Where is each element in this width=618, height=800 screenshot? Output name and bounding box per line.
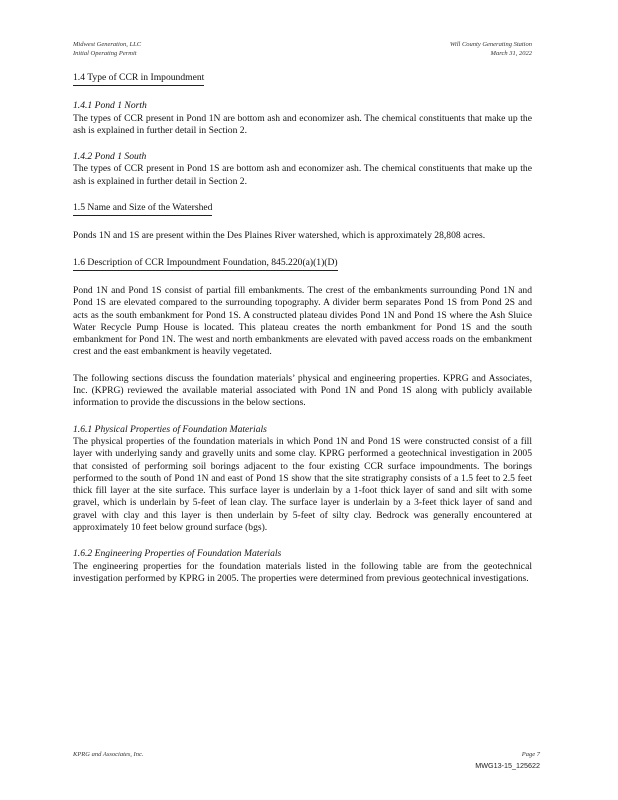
footer-page-number: Page 7 [521,751,540,758]
section-1-6-2-text: The engineering properties for the foundation materials listed in the following table are from the geotechnical investigation performed by KPRG in 2005. The properties were determined from previous geotechnical investigations. [73,560,532,584]
footer-author: KPRG and Associates, Inc. [73,751,144,758]
section-1-6-paragraph-1: Pond 1N and Pond 1S consist of partial fill embankments. The crest of the embankments surrounding Pond 1N and Pond 1S are elevated compared to the surrounding topography. A divider berm separates Pond 1S from Pond 2S and acts as the south embankment for Pond 1S. A constructed plateau divides Pond 1N and Pond 1S where the Ash Sluice Water Recycle Pump House is located. This plateau creates the north embankment for Pond 1S and the south embankment for Pond 1N. The west and north embankments are elevated with paved access roads on the embankment crest and the east embankment is heavily vegetated. [73,284,532,358]
section-1-5-text: Ponds 1N and 1S are present within the Des Plaines River watershed, which is approximately 28,808 acres. [73,230,486,242]
section-1-4-heading: 1.4 Type of CCR in Impoundment [73,72,204,86]
document-body [73,72,532,585]
section-1-6-1-heading: 1.6.1 Physical Properties of Foundation Materials [73,423,267,435]
section-1-6-paragraph-2: The following sections discuss the foundation materials’ physical and engineering properties. KPRG and Associates, Inc. (KPRG) reviewed the available material associated with Pond 1N and Pond 1S along with publicly available information to provide the discussions in the below sections. [73,372,532,409]
section-1-5-heading: 1.5 Name and Size of the Watershed [73,202,212,216]
header-company: Midwest Generation, LLC [73,41,142,48]
header-station: Will County Generating Station [449,41,532,48]
section-1-6-heading: 1.6 Description of CCR Impoundment Foundation, 845.220(a)(1)(D) [73,257,338,271]
page-header-left [73,40,141,58]
section-1-6-1-text: The physical properties of the foundation materials in which Pond 1N and Pond 1S were constructed consist of a fill layer with underlying sandy and gravelly units and some clay. KPRG performed a geotechnical investigation in 2005 that consisted of performing soil borings adjacent to the four existing CCR surface impoundments. The borings performed to the south of Pond 1N and east of Pond 1S show that the site stratigraphy consists of a 1.5 feet to 2.5 feet thick fill layer at the site surface. This surface layer is underlain by a 1-foot thick layer of sand and silt with some gravel, which is underlain by 5-feet of lean clay. The surface layer is underlain by a 3-feet thick layer of sand and gravel with clay and this layer is then underlain by 5-feet of silty clay. Bedrock was generally encountered at approximately 10 feet below ground surface (bgs). [73,435,532,534]
document-id-stamp: MWG13-15_125622 [475,761,540,770]
section-1-4-2-heading: 1.4.2 Pond 1 South [73,151,147,163]
page-header-right [450,40,532,58]
header-document: Initial Operating Permit [73,50,137,57]
section-1-4-1-heading: 1.4.1 Pond 1 North [73,100,147,112]
section-1-6-2-heading: 1.6.2 Engineering Properties of Foundation Materials [73,548,282,560]
section-1-4-2-text: The types of CCR present in Pond 1S are bottom ash and economizer ash. The chemical constituents that make up the ash is explained in further detail in Section 2. [73,163,532,187]
header-date: March 31, 2022 [490,50,532,57]
section-1-4-1-text: The types of CCR present in Pond 1N are bottom ash and economizer ash. The chemical constituents that make up the ash is explained in further detail in Section 2. [73,112,532,136]
